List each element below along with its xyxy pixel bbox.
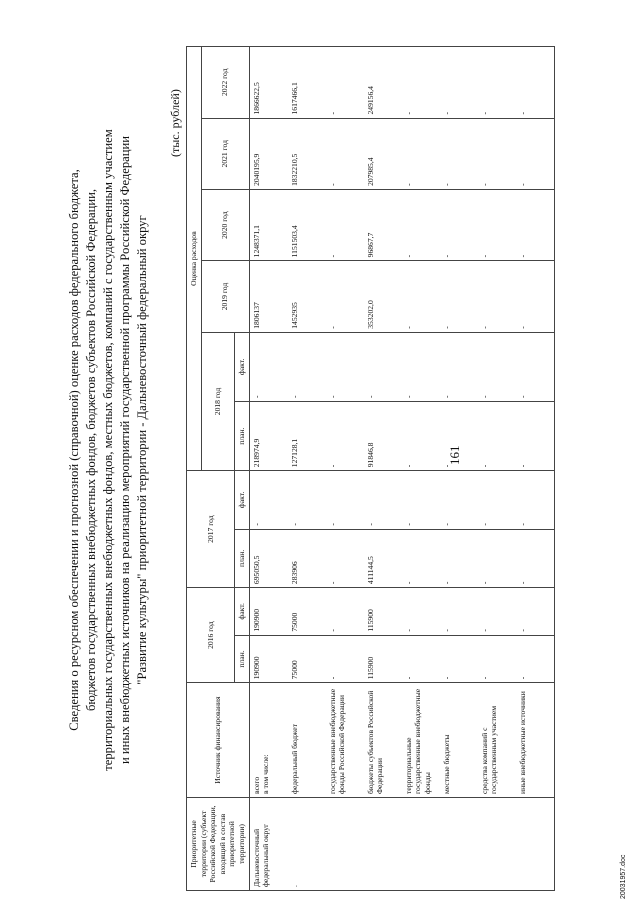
- value-cell: -: [326, 47, 364, 119]
- value-cell: -: [326, 189, 364, 260]
- header-2016: 2016 год: [187, 588, 235, 683]
- value-cell: -: [326, 588, 364, 636]
- page-number: 161: [447, 445, 462, 465]
- table-row: [364, 47, 402, 891]
- value-cell: -: [516, 588, 555, 636]
- header-2017-fact: факт.: [234, 471, 249, 529]
- value-cell: -: [478, 471, 516, 529]
- value-cell: -: [440, 47, 478, 119]
- value-cell: 1866622,5: [249, 47, 288, 119]
- value-cell: 353202,0: [364, 261, 402, 332]
- territory-cell: [402, 797, 440, 890]
- value-cell: -: [516, 529, 555, 587]
- value-cell: 1452935: [288, 261, 326, 332]
- value-cell: -: [326, 118, 364, 189]
- value-cell: -: [440, 332, 478, 401]
- header-territory: Приоритетные территории (субъект Российской Федерации, входящий в состав приоритетной территории): [187, 797, 250, 890]
- value-cell: -: [288, 332, 326, 401]
- value-cell: -: [478, 635, 516, 683]
- value-cell: 190900: [249, 588, 288, 636]
- value-cell: 1832210,5: [288, 118, 326, 189]
- units-label: (тыс. рублей): [168, 89, 182, 157]
- value-cell: 1806137: [249, 261, 288, 332]
- value-cell: 1248371,1: [249, 189, 288, 260]
- header-estimate: Оценка расходов: [187, 47, 202, 471]
- source-cell: федеральный бюджет: [288, 683, 326, 798]
- value-cell: -: [440, 588, 478, 636]
- territory-cell: .: [288, 797, 326, 890]
- source-cell: всего в том числе:: [249, 683, 288, 798]
- header-2018: 2018 год: [201, 332, 234, 470]
- value-cell: -: [249, 332, 288, 401]
- value-cell: 283906: [288, 529, 326, 587]
- value-cell: -: [478, 189, 516, 260]
- value-cell: -: [516, 471, 555, 529]
- value-cell: -: [402, 471, 440, 529]
- document-heading: [66, 50, 151, 850]
- value-cell: -: [402, 189, 440, 260]
- heading-line: "Развитие культуры" приоритетной территории - Дальневосточный федеральный округ: [135, 215, 149, 685]
- header-2020: 2020 год: [201, 189, 249, 260]
- territory-cell: [326, 797, 364, 890]
- header-2021: 2021 год: [201, 118, 249, 189]
- source-cell: иные внебюджетные источники: [516, 683, 555, 798]
- value-cell: -: [288, 471, 326, 529]
- value-cell: -: [402, 47, 440, 119]
- header-2019: 2019 год: [201, 261, 249, 332]
- value-cell: -: [402, 529, 440, 587]
- territory-cell: [364, 797, 402, 890]
- value-cell: 2040195,9: [249, 118, 288, 189]
- header-source: Источник финансирования: [187, 683, 250, 798]
- source-cell: средства компаний с государственным участием: [478, 683, 516, 798]
- heading-line: Сведения о ресурсном обеспечении и прогнозной (справочной) оценке расходов федерального бюджета,: [67, 169, 81, 731]
- heading-line: территориальных государственных внебюджетных фондов, местных бюджетов, компаний с государственным участием: [101, 129, 115, 771]
- value-cell: 115900: [364, 588, 402, 636]
- value-cell: -: [478, 261, 516, 332]
- value-cell: 115900: [364, 635, 402, 683]
- value-cell: -: [440, 401, 478, 470]
- value-cell: -: [402, 261, 440, 332]
- source-cell: местные бюджеты: [440, 683, 478, 798]
- value-cell: -: [326, 471, 364, 529]
- value-cell: -: [440, 189, 478, 260]
- value-cell: -: [516, 118, 555, 189]
- header-2022: 2022 год: [201, 47, 249, 119]
- value-cell: -: [478, 47, 516, 119]
- value-cell: 127128,1: [288, 401, 326, 470]
- value-cell: -: [364, 471, 402, 529]
- header-2016-fact: факт.: [234, 588, 249, 636]
- value-cell: -: [516, 635, 555, 683]
- source-cell: бюджеты субъектов Российской Федерации: [364, 683, 402, 798]
- table-body: [249, 47, 554, 891]
- table-row: [440, 47, 478, 891]
- value-cell: -: [516, 47, 555, 119]
- value-cell: 1151503,4: [288, 189, 326, 260]
- territory-cell: [440, 797, 478, 890]
- table-row: [478, 47, 516, 891]
- value-cell: -: [440, 118, 478, 189]
- value-cell: 91846,8: [364, 401, 402, 470]
- value-cell: -: [326, 401, 364, 470]
- value-cell: 695050,5: [249, 529, 288, 587]
- value-cell: 75000: [288, 635, 326, 683]
- territory-cell: [478, 797, 516, 890]
- value-cell: 75000: [288, 588, 326, 636]
- expense-table: [186, 46, 555, 891]
- value-cell: -: [478, 118, 516, 189]
- value-cell: -: [516, 189, 555, 260]
- heading-line: бюджетов государственных внебюджетных фондов, бюджетов субъектов Российской Федерации,: [84, 188, 98, 712]
- value-cell: -: [516, 261, 555, 332]
- value-cell: 96867,7: [364, 189, 402, 260]
- value-cell: -: [326, 332, 364, 401]
- value-cell: 1617466,1: [288, 47, 326, 119]
- value-cell: -: [326, 635, 364, 683]
- value-cell: -: [516, 401, 555, 470]
- value-cell: -: [478, 588, 516, 636]
- header-2018-fact: факт.: [234, 332, 249, 401]
- value-cell: -: [440, 471, 478, 529]
- header-2017-plan: план.: [234, 529, 249, 587]
- value-cell: -: [402, 332, 440, 401]
- value-cell: -: [440, 529, 478, 587]
- table-row: [249, 47, 288, 891]
- territory-cell: Дальневосточный федеральный округ: [249, 797, 288, 890]
- table-row: [288, 47, 326, 891]
- value-cell: -: [326, 261, 364, 332]
- value-cell: -: [516, 332, 555, 401]
- value-cell: -: [402, 588, 440, 636]
- value-cell: 411144,5: [364, 529, 402, 587]
- territory-cell: [516, 797, 555, 890]
- heading-line: и иных внебюджетных источников на реализацию мероприятий государственной программы Российской Федерации: [118, 136, 132, 764]
- source-cell: территориальные государственные внебюджетные фонды: [402, 683, 440, 798]
- value-cell: 249156,4: [364, 47, 402, 119]
- header-2018-plan: план.: [234, 401, 249, 470]
- table-row: [326, 47, 364, 891]
- table-row: [402, 47, 440, 891]
- value-cell: -: [478, 332, 516, 401]
- source-cell: государственные внебюджетные фонды Российской Федерации: [326, 683, 364, 798]
- document-id: 20031957.doc: [620, 854, 627, 899]
- header-2017: 2017 год: [187, 471, 235, 588]
- header-2016-plan: план.: [234, 635, 249, 683]
- value-cell: -: [478, 529, 516, 587]
- value-cell: -: [440, 261, 478, 332]
- value-cell: -: [478, 401, 516, 470]
- value-cell: 218974,9: [249, 401, 288, 470]
- value-cell: -: [249, 471, 288, 529]
- value-cell: -: [326, 529, 364, 587]
- value-cell: 207985,4: [364, 118, 402, 189]
- value-cell: -: [402, 118, 440, 189]
- value-cell: -: [402, 635, 440, 683]
- value-cell: 190900: [249, 635, 288, 683]
- value-cell: -: [440, 635, 478, 683]
- table-row: [516, 47, 555, 891]
- value-cell: -: [402, 401, 440, 470]
- value-cell: -: [364, 332, 402, 401]
